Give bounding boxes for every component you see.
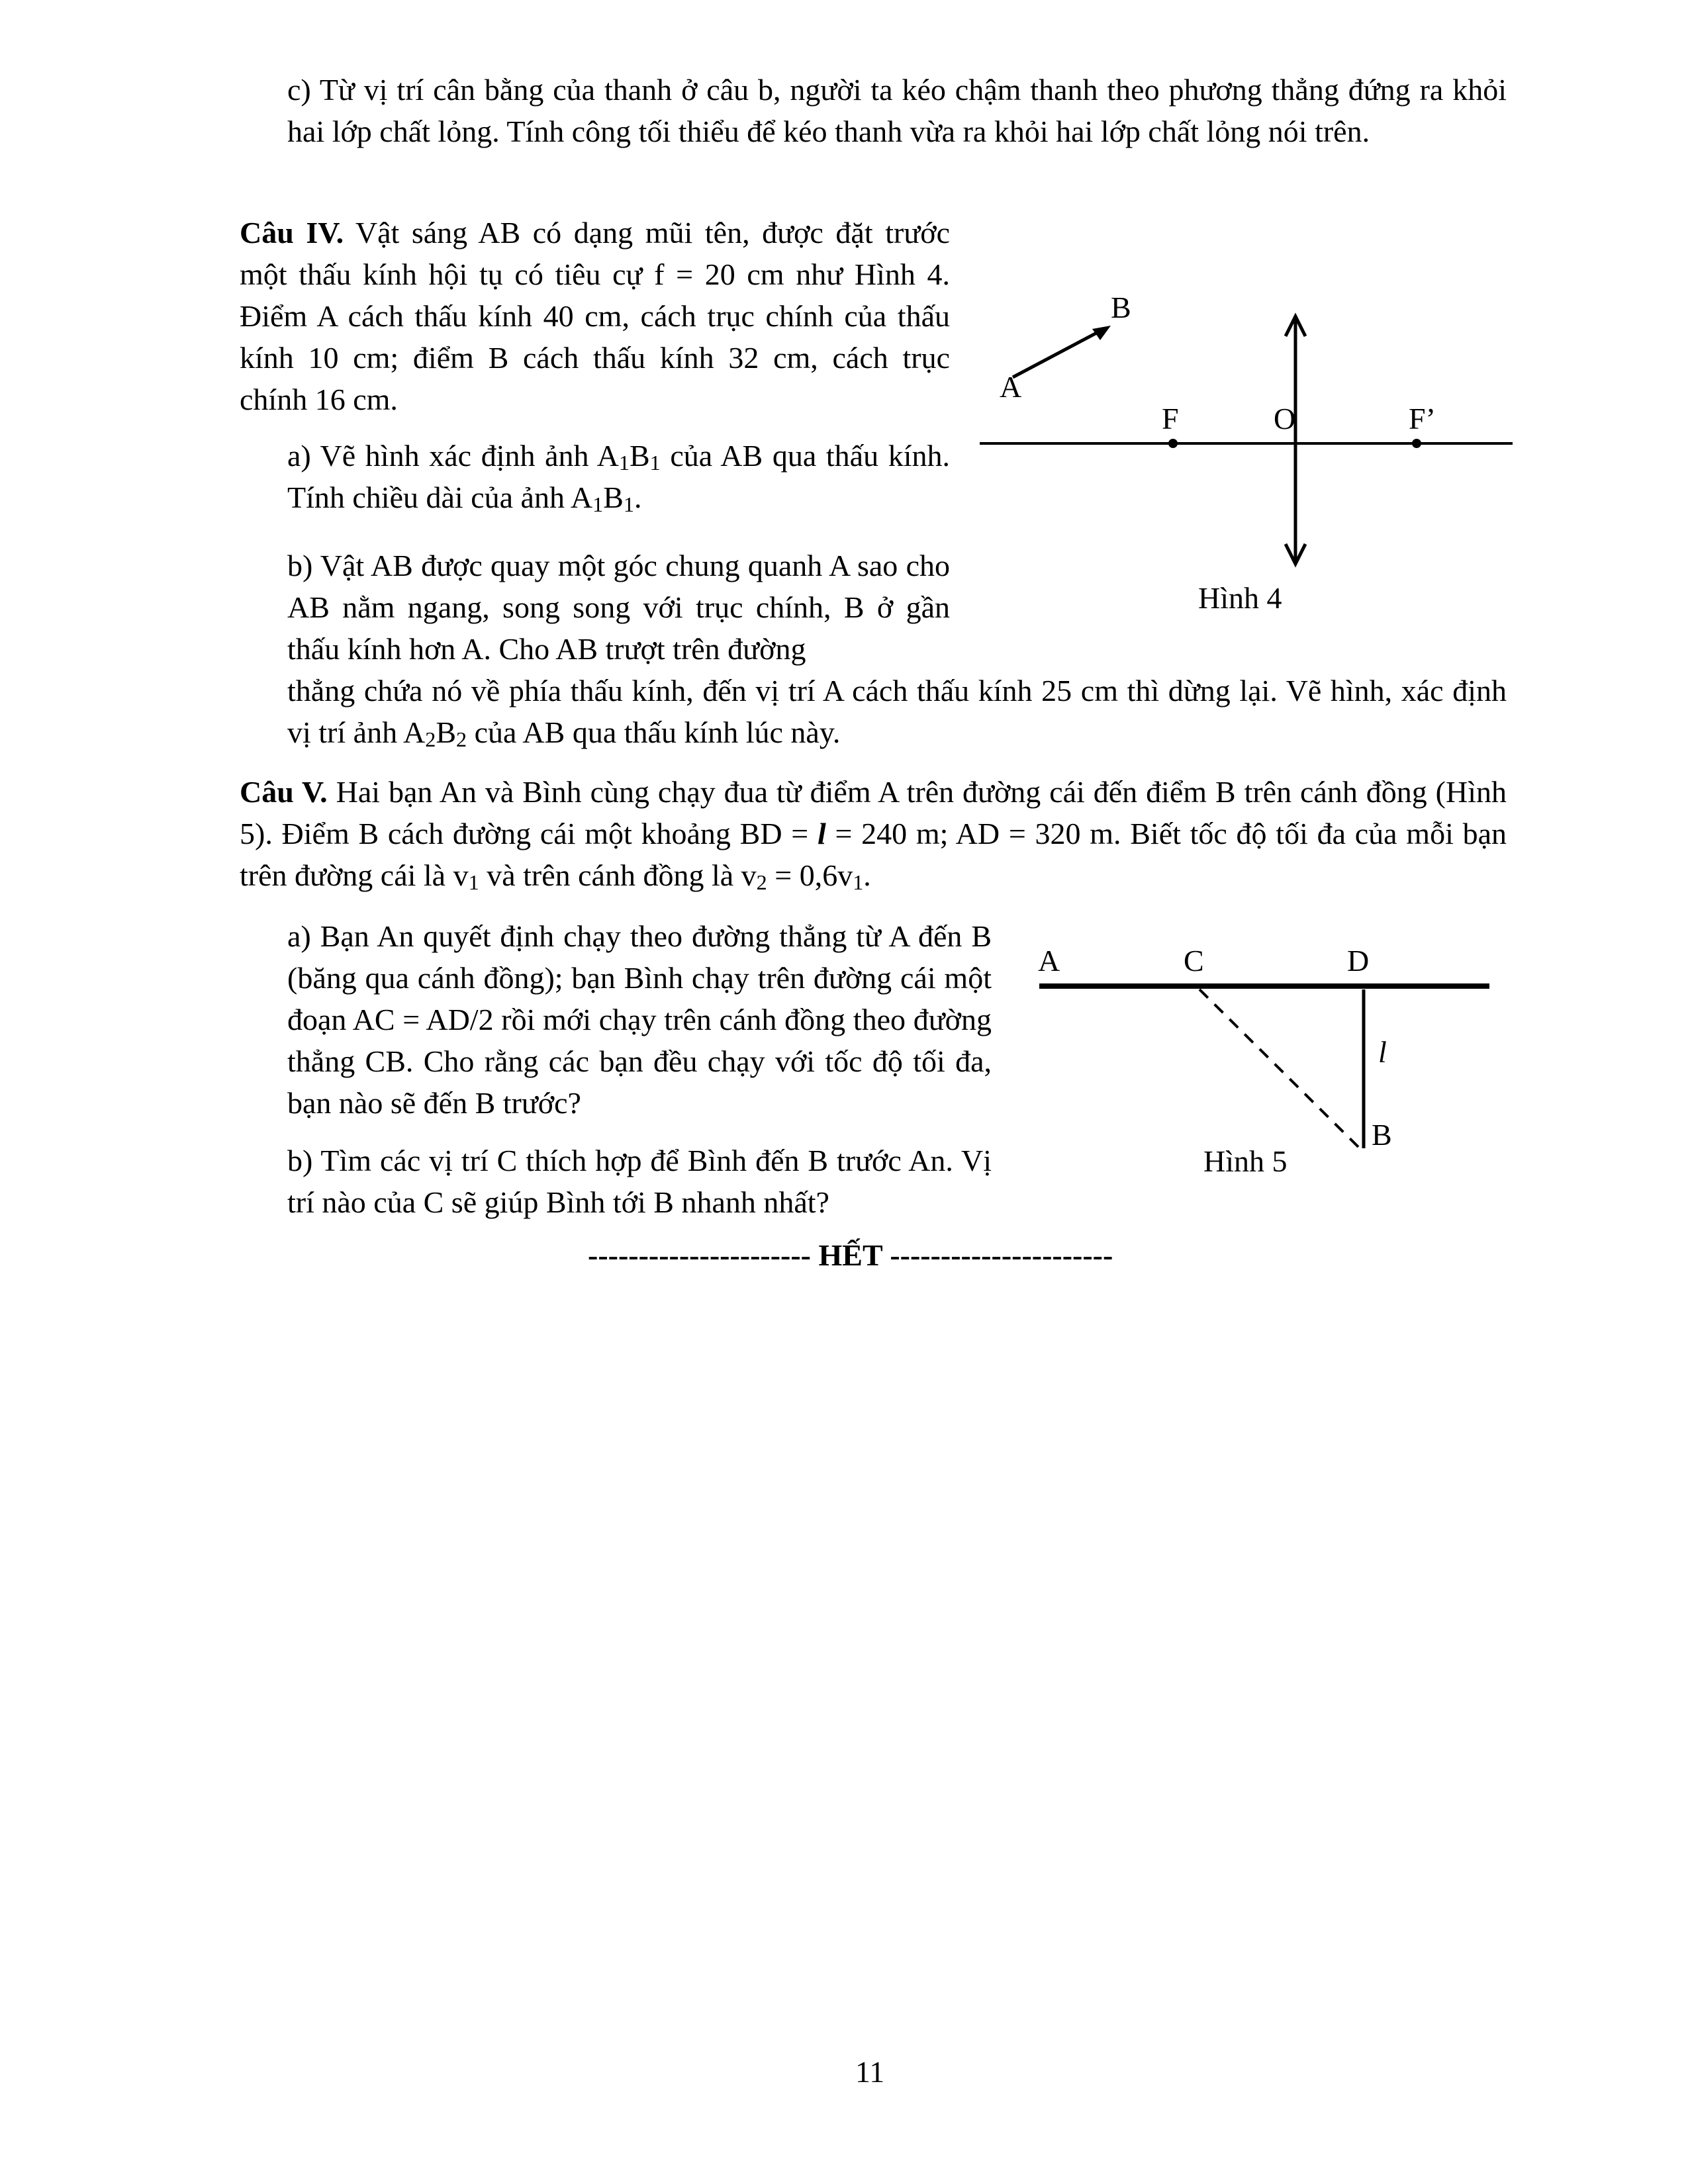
- part-c-text: Từ vị trí cân bằng của thanh ở câu b, người ta kéo chậm thanh theo phương thẳng đứng ra khỏi hai lớp chất lỏng. Tính công tối thiểu để kéo thanh vừa ra khỏi hai lớp chất lỏng nói trên.: [287, 73, 1507, 148]
- question-5-intro: [240, 771, 1507, 896]
- q4-b-sub-1: 2: [425, 727, 436, 751]
- q5-b-text: b) Tìm các vị trí C thích hợp để Bình đến B trước An. Vị trí nào của C sẽ giúp Bình tới B nhanh nhất?: [287, 1144, 992, 1219]
- part-c-label: c): [287, 73, 311, 107]
- question-4-part-b-line-1: [287, 545, 950, 670]
- question-4-intro-text: Vật sáng AB có dạng mũi tên, được đặt trước một thấu kính hội tụ có tiêu cự f = 20 cm như Hình 4. Điểm A cách thấu kính 40 cm, cách trục chính của thấu kính 10 cm; điểm B cách thấu kính 32 cm, cách trục chính 16 cm.: [240, 216, 950, 416]
- q4-a-text-2: B: [629, 439, 650, 473]
- q5-intro-sub-1: 1: [468, 870, 479, 894]
- figure-5-caption: Hình 5: [1203, 1144, 1288, 1178]
- q4-b-text-3: B: [436, 715, 457, 749]
- label-focus-f-prime: F’: [1409, 402, 1436, 435]
- figure-5-road-field-diagram: [1026, 936, 1503, 1161]
- label-point-a: A: [1038, 944, 1060, 978]
- figure-4-lens-diagram: [973, 285, 1523, 589]
- question-4-part-b-line-2: [287, 670, 1507, 753]
- q4-a-text-3: của AB qua thấu kính. Tính chiều dài của ảnh A: [287, 439, 951, 514]
- end-of-exam-marker: ---------------------- HẾT ----------------------: [588, 1238, 1113, 1272]
- path-cb: [1199, 989, 1358, 1147]
- question-4-part-a: [287, 435, 950, 518]
- q5-a-text: a) Bạn An quyết định chạy theo đường thẳng từ A đến B (băng qua cánh đồng); bạn Bình chạy trên đường cái một đoạn AC = AD/2 rồi mới chạy trên cánh đồng theo đường thẳng CB. Cho rằng các bạn đều chạy với tốc độ tối đa, bạn nào sẽ đến B trước?: [287, 919, 992, 1120]
- q5-intro-text-5: .: [863, 858, 871, 892]
- label-optical-center-o: O: [1274, 402, 1296, 435]
- q4-a-sub-2: 1: [649, 450, 661, 475]
- focus-point-f-prime: [1412, 439, 1421, 448]
- q5-intro-text-3: và trên cánh đồng là v: [479, 858, 757, 892]
- question-5-part-a: [287, 915, 992, 1124]
- q4-b-sub-2: 2: [456, 727, 467, 751]
- label-point-d: D: [1347, 944, 1370, 978]
- q4-a-text-5: .: [634, 480, 642, 514]
- question-4-title: Câu IV.: [240, 216, 344, 250]
- q5-intro-sub-2: 2: [756, 870, 767, 894]
- q5-intro-text-4: = 0,6v: [767, 858, 853, 892]
- label-point-b: B: [1111, 291, 1131, 324]
- q4-a-sub-3: 1: [592, 492, 604, 516]
- focus-point-f: [1168, 439, 1178, 448]
- q5-intro-text-1: Hai bạn An và Bình cùng chạy đua từ điểm A trên đường cái đến điểm B trên cánh đồng (Hình 5). Điểm B cách đường cái một khoảng BD =: [240, 775, 1507, 850]
- q4-a-text-4: B: [603, 480, 624, 514]
- part-c-paragraph: [287, 69, 1507, 152]
- label-point-b: B: [1372, 1118, 1392, 1152]
- label-focus-f: F: [1162, 402, 1179, 435]
- q4-a-text-1: a) Vẽ hình xác định ảnh A: [287, 439, 619, 473]
- q5-intro-text-2: = 240 m; AD = 320 m. Biết tốc độ tối đa của mỗi bạn trên đường cái là v: [240, 817, 1507, 892]
- q4-a-sub-1: 1: [618, 450, 630, 475]
- q5-intro-sub-3: 1: [853, 870, 864, 894]
- figure-4-caption: Hình 4: [1198, 581, 1282, 615]
- label-point-c: C: [1184, 944, 1204, 978]
- question-5-part-b: [287, 1140, 992, 1223]
- label-point-a: A: [1000, 370, 1022, 404]
- question-5-title: Câu V.: [240, 775, 328, 809]
- question-4-intro: [240, 212, 950, 420]
- q4-a-sub-4: 1: [623, 492, 634, 516]
- page-number: 11: [855, 2055, 885, 2089]
- q4-b-text-2: thẳng chứa nó về phía thấu kính, đến vị trí A cách thấu kính 25 cm thì dừng lại. Vẽ hình, xác định vị trí ảnh A: [287, 674, 1507, 749]
- q4-b-text-1: b) Vật AB được quay một góc chung quanh A sao cho AB nằm ngang, song song với trục chính, B ở gần thấu kính hơn A. Cho AB trượt trên đường: [287, 549, 950, 666]
- q4-b-text-4: của AB qua thấu kính lúc này.: [467, 715, 841, 749]
- object-arrow-ab: [1013, 330, 1103, 377]
- q5-intro-l: l: [817, 817, 826, 850]
- label-distance-l: l: [1378, 1035, 1387, 1069]
